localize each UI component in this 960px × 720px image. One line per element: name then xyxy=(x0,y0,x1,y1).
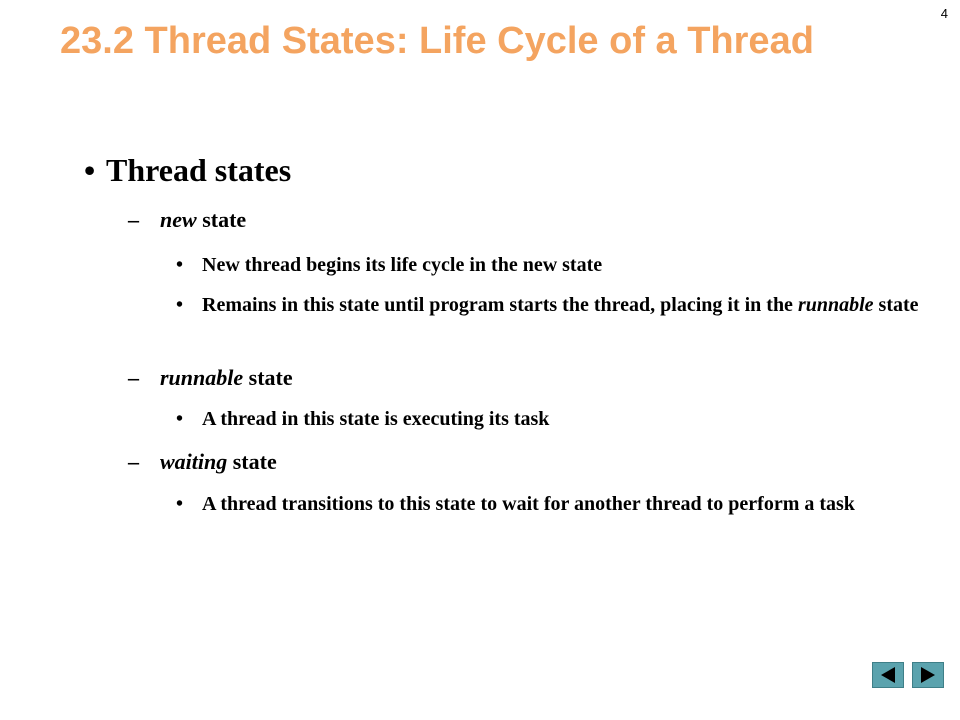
point-text: A thread transitions to this state to wait for another thread to perform a task xyxy=(202,493,855,515)
dash-mark: – xyxy=(128,365,139,390)
point-new-2 xyxy=(176,291,932,320)
point-waiting-1 xyxy=(176,490,932,519)
dash-mark: – xyxy=(128,449,139,474)
point-new-1 xyxy=(176,251,932,280)
dash-mark: – xyxy=(128,207,139,232)
state-runnable xyxy=(128,364,293,392)
state-suffix: state xyxy=(196,207,247,232)
bullet-thread-states xyxy=(84,150,291,190)
state-term: new xyxy=(160,207,197,232)
heading-text: Thread states xyxy=(106,152,292,188)
bullet-mark: • xyxy=(84,152,96,188)
state-waiting xyxy=(128,448,277,476)
bullet-mark: • xyxy=(176,493,184,515)
next-slide-button[interactable] xyxy=(912,662,944,688)
arrow-right-icon xyxy=(913,663,943,687)
point-text: New thread begins its life cycle in the new state xyxy=(202,254,603,276)
point-text: A thread in this state is executing its task xyxy=(202,408,550,430)
previous-slide-button[interactable] xyxy=(872,662,904,688)
point-text-after: state xyxy=(873,294,919,316)
slide-title: 23.2 Thread States: Life Cycle of a Thread xyxy=(60,20,814,62)
bullet-mark: • xyxy=(176,294,184,316)
state-term: runnable xyxy=(160,365,244,390)
slide-number: 4 xyxy=(940,6,948,21)
state-term: waiting xyxy=(160,449,228,474)
state-new xyxy=(128,206,246,234)
point-italic: runnable xyxy=(797,294,874,316)
bullet-mark: • xyxy=(176,254,184,276)
arrow-left-icon xyxy=(873,663,903,687)
point-runnable-1 xyxy=(176,405,932,434)
point-text: Remains in this state until program starts the thread, placing it in the xyxy=(202,294,798,316)
state-suffix: state xyxy=(227,449,277,474)
state-suffix: state xyxy=(243,365,293,390)
bullet-mark: • xyxy=(176,408,184,430)
